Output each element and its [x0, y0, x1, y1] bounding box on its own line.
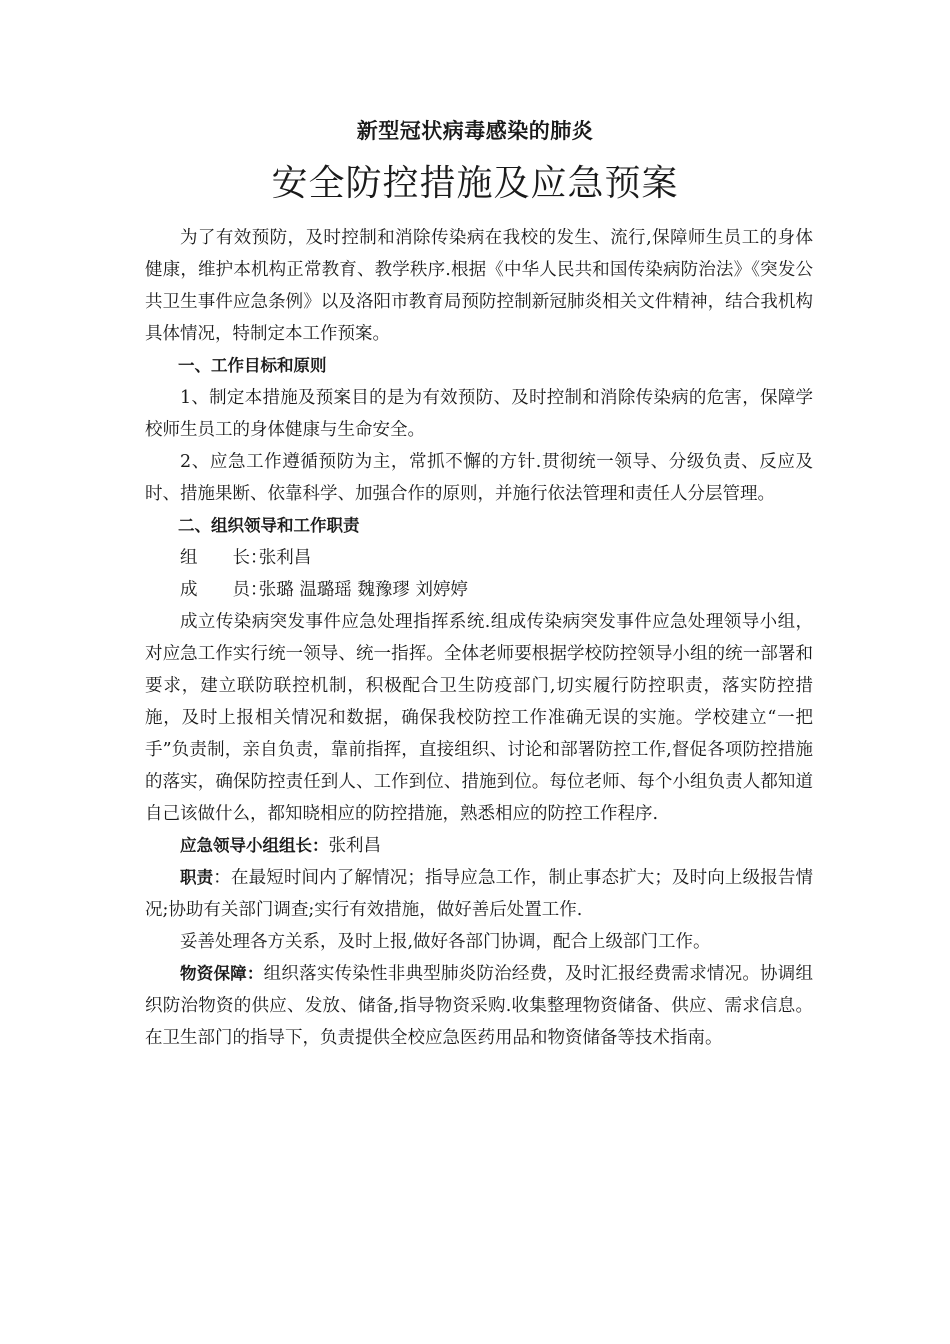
coordination-paragraph: 妥善处理各方关系，及时上报,做好各部门协调，配合上级部门工作。	[180, 932, 711, 952]
section1-item2: 2、应急工作遵循预防为主，常抓不懈的方针.贯彻统一领导、分级负责、反应及时、措施果断、依靠科学、加强合作的原则，并施行依法管理和责任人分层管理。	[145, 452, 813, 504]
document-title: 安全防控措施及应急预案	[271, 163, 679, 204]
emergency-leader-name: 张利昌	[328, 836, 381, 856]
section2-heading: 二、组织领导和工作职责	[178, 516, 360, 535]
members-line	[145, 574, 813, 606]
supply-paragraph	[145, 958, 813, 1054]
supply-text: 组织落实传染性非典型肺炎防治经费，及时汇报经费需求情况。协调组织防治物资的供应、发放、储备,指导物资采购.收集整理物资储备、供应、需求信息。在卫生部门的指导下，负责提供全校应急医药用品和物资储备等技术指南。	[145, 964, 814, 1048]
leader-label: 组 长：	[180, 548, 268, 568]
duty-text: ：在最短时间内了解情况；指导应急工作，制止事态扩大；及时向上级报告情况;协助有关部门调查;实行有效措施，做好善后处置工作.	[145, 868, 814, 920]
members-label: 成 员：	[180, 580, 268, 600]
duty-label: 职责	[180, 868, 214, 887]
section1-heading: 一、工作目标和原则	[178, 356, 327, 375]
section1-item1: 1、制定本措施及预案目的是为有效预防、及时控制和消除传染病的危害，保障学校师生员工的身体健康与生命安全。	[145, 388, 813, 440]
emergency-leader-label: 应急领导小组组长：	[180, 836, 329, 855]
duty-paragraph	[145, 862, 813, 926]
supply-label: 物资保障：	[180, 964, 264, 983]
intro-paragraph: 为了有效预防，及时控制和消除传染病在我校的发生、流行,保障师生员工的身体健康，维护本机构正常教育、教学秩序.根据《中华人民共和国传染病防治法》《突发公共卫生事件应急条例》以及洛阳市教育局预防控制新冠肺炎相关文件精神，结合我机构具体情况，特制定本工作预案。	[145, 228, 813, 344]
leader-name: 张利昌	[258, 548, 312, 568]
section2-body: 成立传染病突发事件应急处理指挥系统.组成传染病突发事件应急处理领导小组，对应急工作实行统一领导、统一指挥。全体老师要根据学校防控领导小组的统一部署和要求，建立联防联控机制，积极配合卫生防疫部门,切实履行防控职责，落实防控措施，及时上报相关情况和数据，确保我校防控工作准确无误的实施。学校建立“一把手”负责制，亲自负责，靠前指挥，直接组织、讨论和部署防控工作,督促各项防控措施的落实，确保防控责任到人、工作到位、措施到位。每位老师、每个小组负责人都知道自己该做什么，都知晓相应的防控措施，熟悉相应的防控工作程序.	[145, 612, 813, 824]
emergency-leader-line	[145, 830, 813, 862]
document-subtitle: 新型冠状病毒感染的肺炎	[356, 119, 594, 143]
leader-line	[145, 542, 813, 574]
document-body	[145, 222, 813, 1054]
members-names: 张璐 温璐瑶 魏豫璆 刘婷婷	[258, 580, 468, 600]
